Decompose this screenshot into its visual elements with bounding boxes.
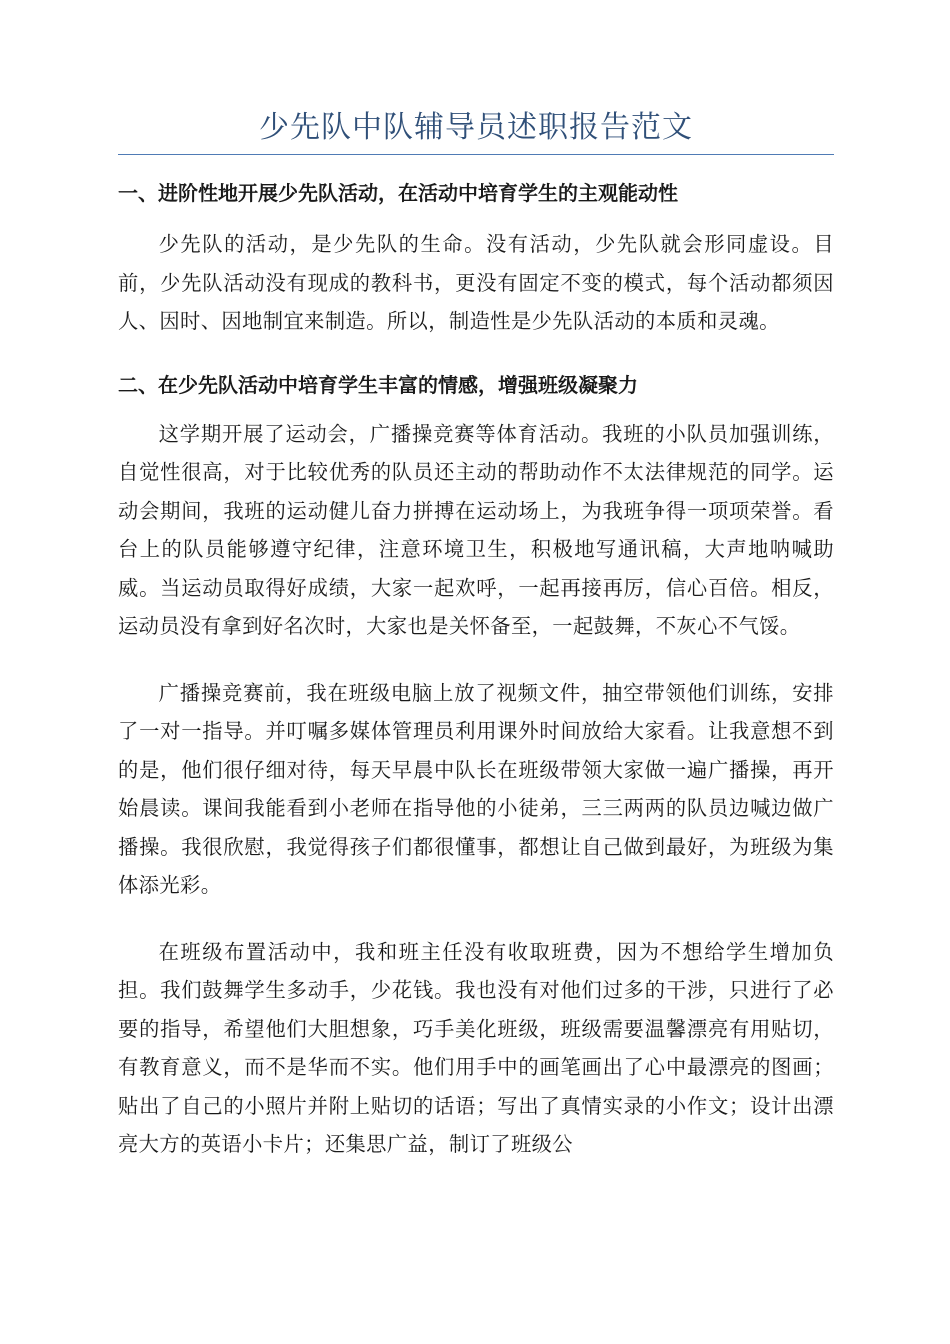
section-2-paragraph-1: 这学期开展了运动会，广播操竞赛等体育活动。我班的小队员加强训练，自觉性很高，对于比较优秀的队员还主动的帮助动作不太法律规范的同学。运动会期间，我班的运动健儿奋力拼搏在运动场上，为我班争得一项项荣誉。看台上的队员能够遵守纪律，注意环境卫生，积极地写通讯稿，大声地呐喊助威。当运动员取得好成绩，大家一起欢呼，一起再接再厉，信心百倍。相反，运动员没有拿到好名次时，大家也是关怀备至，一起鼓舞，不灰心不气馁。 — [118, 421, 834, 638]
section-2-paragraph-2: 广播操竞赛前，我在班级电脑上放了视频文件，抽空带领他们训练，安排了一对一指导。并叮嘱多媒体管理员利用课外时间放给大家看。让我意想不到的是，他们很仔细对待，每天早晨中队长在班级带领大家做一遍广播操，再开始晨读。课间我能看到小老师在指导他的小徒弟，三三两两的队员边喊边做广播操。我很欣慰，我觉得孩子们都很懂事，都想让自己做到最好，为班级为集体添光彩。 — [118, 680, 834, 897]
section-heading-1: 一、进阶性地开展少先队活动，在活动中培育学生的主观能动性 — [118, 181, 678, 205]
section-heading-2: 二、在少先队活动中培育学生丰富的情感，增强班级凝聚力 — [118, 372, 638, 397]
document-page — [118, 108, 834, 1164]
section-1-paragraph-1: 少先队的活动，是少先队的生命。没有活动，少先队就会形同虚设。目前，少先队活动没有现成的教科书，更没有固定不变的模式，每个活动都须因人、因时、因地制宜来制造。所以，制造性是少先队活动的本质和灵魂。 — [118, 232, 834, 333]
section-2-paragraph-3: 在班级布置活动中，我和班主任没有收取班费，因为不想给学生增加负担。我们鼓舞学生多动手，少花钱。我也没有对他们过多的干涉，只进行了必要的指导，希望他们大胆想象，巧手美化班级，班级需要温馨漂亮有用贴切，有教育意义，而不是华而不实。他们用手中的画笔画出了心中最漂亮的图画；贴出了自己的小照片并附上贴切的话语；写出了真情实录的小作文；设计出漂亮大方的英语小卡片；还集思广益，制订了班级公 — [118, 939, 834, 1156]
document-title: 少先队中队辅导员述职报告范文 — [118, 108, 834, 155]
